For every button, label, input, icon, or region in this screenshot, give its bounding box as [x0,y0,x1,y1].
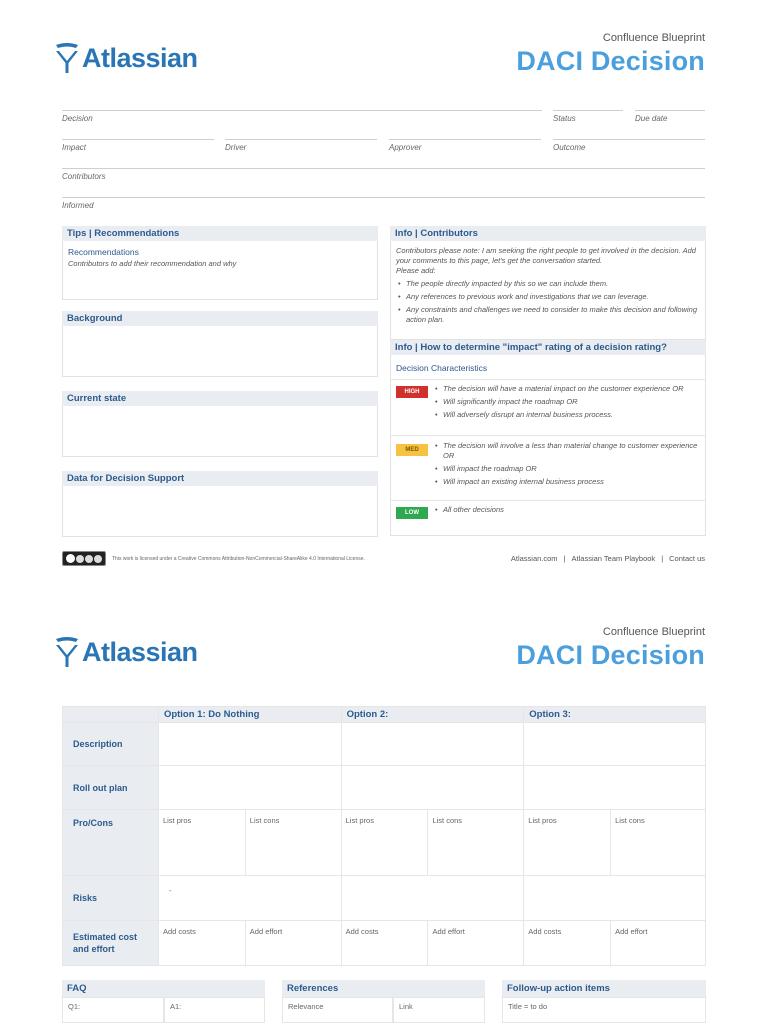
brand-name: Atlassian [82,636,198,667]
page-title: DACI Decision [516,640,705,670]
references-link[interactable]: Link [393,997,485,1023]
page-title: DACI Decision [516,46,705,76]
option-2-costs[interactable]: Add costs [341,921,428,966]
low-item: • All other decisions [433,505,701,515]
option-3-risks[interactable] [524,876,706,921]
option-1-risks[interactable]: - [158,876,341,921]
high-item: • Will significantly impact the roadmap OR [433,397,701,407]
footer-links [511,554,705,563]
option-3-header: Option 3: [524,707,706,723]
atlassian-logo [54,42,198,74]
references-header: References [282,980,485,997]
current-state-body[interactable] [62,406,378,457]
option-1-cons[interactable]: List cons [245,810,341,876]
option-2-effort[interactable]: Add effort [428,921,524,966]
driver-label: Driver [225,143,247,152]
option-2-risks[interactable] [341,876,524,921]
impact-field[interactable] [62,139,214,152]
high-item: • Will adversely disrupt an internal business process. [433,410,701,420]
impact-body [390,355,706,536]
references-relevance[interactable]: Relevance [282,997,393,1023]
blueprint-kicker: Confluence Blueprint [602,626,705,638]
high-list [433,384,701,423]
option-1-pros[interactable]: List pros [158,810,245,876]
status-field[interactable] [553,110,623,123]
option-1-costs[interactable]: Add costs [158,921,245,966]
team-playbook-link[interactable]: Atlassian Team Playbook [571,554,656,563]
option-3-cons[interactable]: List cons [611,810,706,876]
status-label: Status [553,114,576,123]
brand-name: Atlassian [82,42,198,73]
option-2-pros[interactable]: List pros [341,810,428,876]
option-2-rollout[interactable] [341,766,524,810]
background-header: Background [62,311,378,326]
recommendations-text: Contributors to add their recommendation and why [68,259,237,268]
atlassian-link[interactable]: Atlassian.com [510,554,558,563]
atlassian-logo-icon [54,42,80,74]
driver-field[interactable] [225,139,377,152]
due-date-field[interactable] [635,110,705,123]
option-2-description[interactable] [341,723,524,766]
faq-question[interactable]: Q1: [62,997,164,1023]
cost-row-header: Estimated cost and effort [63,921,159,966]
option-2-cons[interactable]: List cons [428,810,524,876]
please-add: Please add: [396,266,436,275]
info-bullets [396,279,700,325]
info-bullet: • Any constraints and challenges we need to consider to make this decision and following action plan. [396,305,700,325]
impact-label: Impact [62,143,87,152]
cc-icon [66,554,75,563]
footer-separator: | [563,554,566,563]
due-date-label: Due date [635,114,668,123]
med-item: • Will impact an existing internal business process [433,477,701,487]
rollout-row-header: Roll out plan [63,766,159,810]
contact-link[interactable]: Contact us [669,554,705,563]
info-bullet: • Any references to previous work and investigations that we can leverage. [396,292,700,302]
contributors-field[interactable] [62,168,705,181]
license-text: This work is licensed under a Creative Commons Attribution-NonCommercial-ShareAlike 4.0 International License. [112,556,365,562]
option-3-costs[interactable]: Add costs [524,921,611,966]
option-3-rollout[interactable] [524,766,706,810]
background-body[interactable] [62,326,378,377]
faq-header: FAQ [62,980,265,997]
data-support-body[interactable] [62,486,378,537]
cc-license-badge[interactable] [62,551,106,566]
info-text: Contributors please note: I am seeking the right people to get involved in the decision. Add your comments to this page, let's get the conversation started. [396,246,696,265]
option-2-header: Option 2: [341,707,524,723]
by-icon [76,555,84,563]
corner-header [63,707,159,723]
footer-separator: | [661,554,664,563]
nc-icon [85,555,93,563]
risks-row-header: Risks [63,876,159,921]
blueprint-kicker: Confluence Blueprint [602,32,705,44]
followup-item[interactable]: Title = to do [502,997,706,1023]
med-item: • The decision will involve a less than material change to customer experience OR [433,441,701,461]
option-1-effort[interactable]: Add effort [245,921,341,966]
option-3-pros[interactable]: List pros [524,810,611,876]
option-1-description[interactable] [158,723,341,766]
contributors-label: Contributors [62,172,106,181]
option-3-effort[interactable]: Add effort [611,921,706,966]
current-state-header: Current state [62,391,378,406]
med-badge: MED [396,444,428,456]
info-contributors-body [390,241,706,340]
procons-row-header: Pro/Cons [63,810,159,876]
info-contributors-header: Info | Contributors [390,226,706,241]
informed-label: Informed [62,201,94,210]
outcome-field[interactable] [553,139,705,152]
tips-header: Tips | Recommendations [62,226,378,241]
options-table [62,706,706,966]
atlassian-logo [54,636,198,668]
followup-header: Follow-up action items [502,980,706,997]
option-3-description[interactable] [524,723,706,766]
atlassian-logo-icon [54,636,80,668]
med-item: • Will impact the roadmap OR [433,464,701,474]
sa-icon [94,555,102,563]
med-list [433,441,701,490]
option-1-rollout[interactable] [158,766,341,810]
high-badge: HIGH [396,386,428,398]
high-item: • The decision will have a material impact on the customer experience OR [433,384,701,394]
informed-field[interactable] [62,197,705,210]
option-1-header: Option 1: Do Nothing [158,707,341,723]
impact-header: Info | How to determine "impact" rating of a decision rating? [390,340,706,355]
outcome-label: Outcome [553,143,586,152]
decision-label: Decision [62,114,93,123]
low-badge: LOW [396,507,428,519]
approver-label: Approver [389,143,422,152]
decision-field[interactable] [62,110,542,123]
tips-body[interactable] [62,241,378,300]
low-list [433,505,701,518]
approver-field[interactable] [389,139,541,152]
recommendations-title: Recommendations [68,247,139,257]
info-bullet: • The people directly impacted by this so we can include them. [396,279,700,289]
description-row-header: Description [63,723,159,766]
decision-characteristics: Decision Characteristics [396,363,488,373]
data-support-header: Data for Decision Support [62,471,378,486]
faq-answer[interactable]: A1: [164,997,265,1023]
